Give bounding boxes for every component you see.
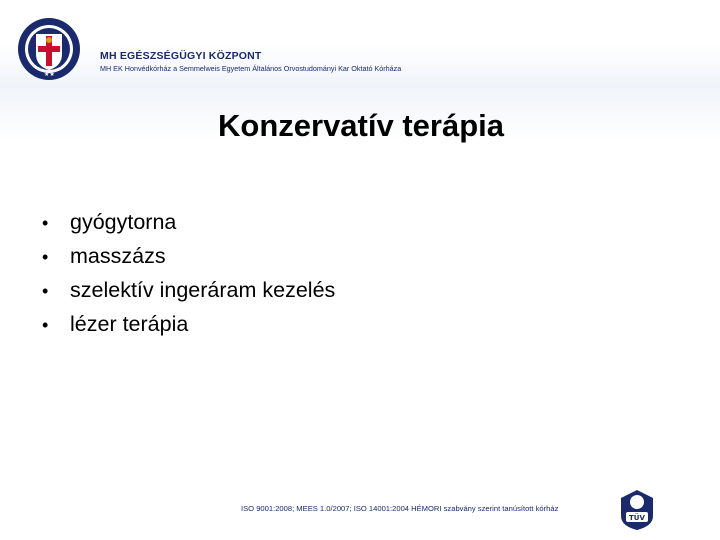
bullet-icon: • bbox=[42, 247, 49, 267]
svg-text:★★: ★★ bbox=[44, 71, 55, 78]
hospital-crest-icon bbox=[16, 16, 82, 82]
list-item bbox=[42, 312, 335, 346]
list-item bbox=[42, 244, 335, 278]
list-item bbox=[42, 210, 335, 244]
slide-header bbox=[14, 14, 714, 84]
list-item-text: lézer terápia bbox=[70, 312, 189, 336]
list-item-text: szelektív ingeráram kezelés bbox=[70, 278, 336, 302]
slide-title: Konzervatív terápia bbox=[218, 108, 504, 143]
bullet-icon: • bbox=[42, 213, 49, 233]
bullet-icon: • bbox=[42, 281, 49, 301]
certification-text: ISO 9001:2008; MEES 1.0/2007; ISO 14001:2004 HÉMORI szabvány szerint tanúsított kórház bbox=[241, 504, 559, 513]
svg-text:TÜV: TÜV bbox=[629, 514, 645, 522]
bullet-icon: • bbox=[42, 315, 49, 335]
list-item bbox=[42, 278, 335, 312]
organization-subtitle: MH EK Honvédkórház a Semmelweis Egyetem Általános Orvostudományi Kar Oktató Kórháza bbox=[100, 64, 402, 73]
list-item-text: masszázs bbox=[70, 244, 166, 268]
tuv-certification-icon bbox=[617, 488, 657, 532]
list-item-text: gyógytorna bbox=[70, 210, 177, 234]
organization-name: MH EGÉSZSÉGÜGYI KÖZPONT bbox=[100, 50, 262, 62]
bullet-list bbox=[42, 210, 335, 346]
